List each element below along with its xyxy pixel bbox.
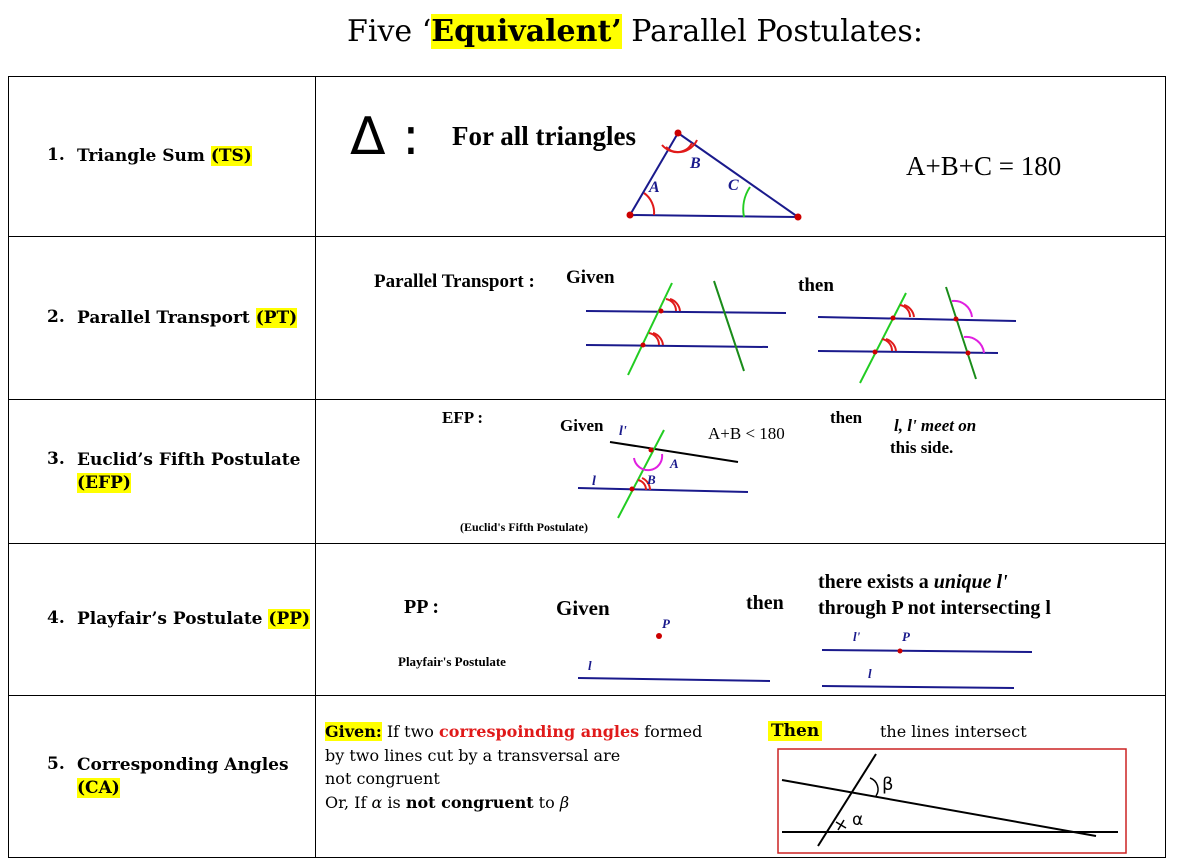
triangle-caption: For all triangles <box>452 121 636 151</box>
delta-symbol: Δ : <box>350 107 420 167</box>
pp-conclusion-1b: unique l' <box>933 571 1008 593</box>
row-figure <box>316 400 1166 544</box>
ca-red-phrase: correspoinding angles <box>439 722 640 741</box>
ca-alpha: α <box>371 792 383 812</box>
angle-label-a: A <box>649 179 660 196</box>
pp-conclusion-1a: there exists a <box>818 571 934 593</box>
row-abbr: (TS) <box>210 146 252 166</box>
ca-beta: β <box>559 792 570 812</box>
row-number: 2. <box>47 306 65 327</box>
pp-heading: PP : <box>404 596 439 618</box>
pt-diagrams <box>316 237 1167 399</box>
efp-heading: EFP : <box>442 408 484 427</box>
efp-then: then <box>830 408 863 427</box>
efp-conclusion-2: this side. <box>890 438 954 457</box>
row-parallel-transport <box>9 237 1166 400</box>
efp-conclusion-1: l, l' meet on <box>894 416 977 435</box>
pp-line-l-2: l <box>868 666 872 681</box>
pt-given: Given <box>566 267 615 288</box>
row-figure <box>316 237 1166 400</box>
efp-condition: A+B < 180 <box>708 424 785 443</box>
row-name: Triangle Sum <box>77 146 211 166</box>
pp-point: P <box>662 616 670 631</box>
row-figure <box>316 544 1166 696</box>
pp-subheading: Playfair's Postulate <box>398 654 506 669</box>
page-title <box>0 14 1184 49</box>
pp-diagrams <box>316 544 1167 695</box>
efp-line-l-prime: l' <box>619 424 627 439</box>
row-label <box>9 237 316 400</box>
row-label <box>9 77 316 237</box>
angle-label-c: C <box>728 177 739 194</box>
ca-text-5: Or, If <box>325 792 372 812</box>
ca-then-label: Then <box>768 721 822 741</box>
efp-angle-b: B <box>647 472 656 487</box>
triangle-equation: A+B+C = 180 <box>906 151 1062 181</box>
row-label <box>9 544 316 696</box>
row-number: 3. <box>47 448 65 469</box>
ca-diagram <box>316 696 1167 857</box>
row-number: 1. <box>47 145 65 165</box>
ca-diagram-beta: β <box>882 774 894 795</box>
row-label <box>9 400 316 544</box>
row-playfair <box>9 544 1166 696</box>
row-figure <box>316 696 1166 858</box>
row-euclids-fifth <box>9 400 1166 544</box>
ca-text-4: not congruent <box>325 769 440 788</box>
pp-line-l: l <box>588 658 592 673</box>
row-name: Corresponding Angles <box>77 754 289 775</box>
angle-label-b: B <box>690 155 701 172</box>
row-abbr: (PP) <box>268 609 311 629</box>
row-number: 5. <box>47 753 65 774</box>
ca-result: the lines intersect <box>880 722 1027 741</box>
ca-text-1: If two <box>381 722 440 741</box>
pp-point-2: P <box>902 629 910 644</box>
row-name: Playfair’s Postulate <box>77 609 269 629</box>
row-abbr: (PT) <box>255 307 298 328</box>
row-name: Euclid’s Fifth Postulate <box>77 449 301 470</box>
ca-text-3: by two lines cut by a transversal are <box>325 745 621 765</box>
ca-text-7: to <box>533 792 560 812</box>
pp-given: Given <box>556 596 610 620</box>
ca-text-2: formed <box>639 722 703 741</box>
title-suffix: Parallel Postulates: <box>621 14 923 49</box>
postulates-table <box>8 76 1166 858</box>
row-label <box>9 696 316 858</box>
efp-footnote: (Euclid's Fifth Postulate) <box>460 520 588 534</box>
pt-then: then <box>798 275 834 296</box>
row-name: Parallel Transport <box>77 307 256 328</box>
row-corresponding-angles <box>9 696 1166 858</box>
ca-text-6: is <box>382 792 406 812</box>
row-abbr: (CA) <box>77 777 120 798</box>
ca-diagram-alpha: α <box>852 810 864 830</box>
row-figure <box>316 77 1166 237</box>
ca-given-label: Given: <box>325 722 382 741</box>
row-triangle-sum <box>9 77 1166 237</box>
title-highlight: Equivalent’ <box>431 14 622 49</box>
pp-then: then <box>746 592 784 614</box>
row-number: 4. <box>47 608 65 628</box>
efp-given: Given <box>560 416 604 435</box>
efp-angle-a: A <box>670 456 679 471</box>
efp-line-l: l <box>592 474 596 489</box>
row-abbr: (EFP) <box>77 472 131 493</box>
ca-not-congruent: not congruent <box>405 792 534 812</box>
title-prefix: Five ‘ <box>347 14 432 49</box>
efp-diagram <box>316 400 1167 543</box>
pp-line-l-prime: l' <box>853 629 861 644</box>
pt-heading: Parallel Transport : <box>374 271 535 292</box>
pp-conclusion-2: through P not intersecting l <box>818 597 1051 619</box>
